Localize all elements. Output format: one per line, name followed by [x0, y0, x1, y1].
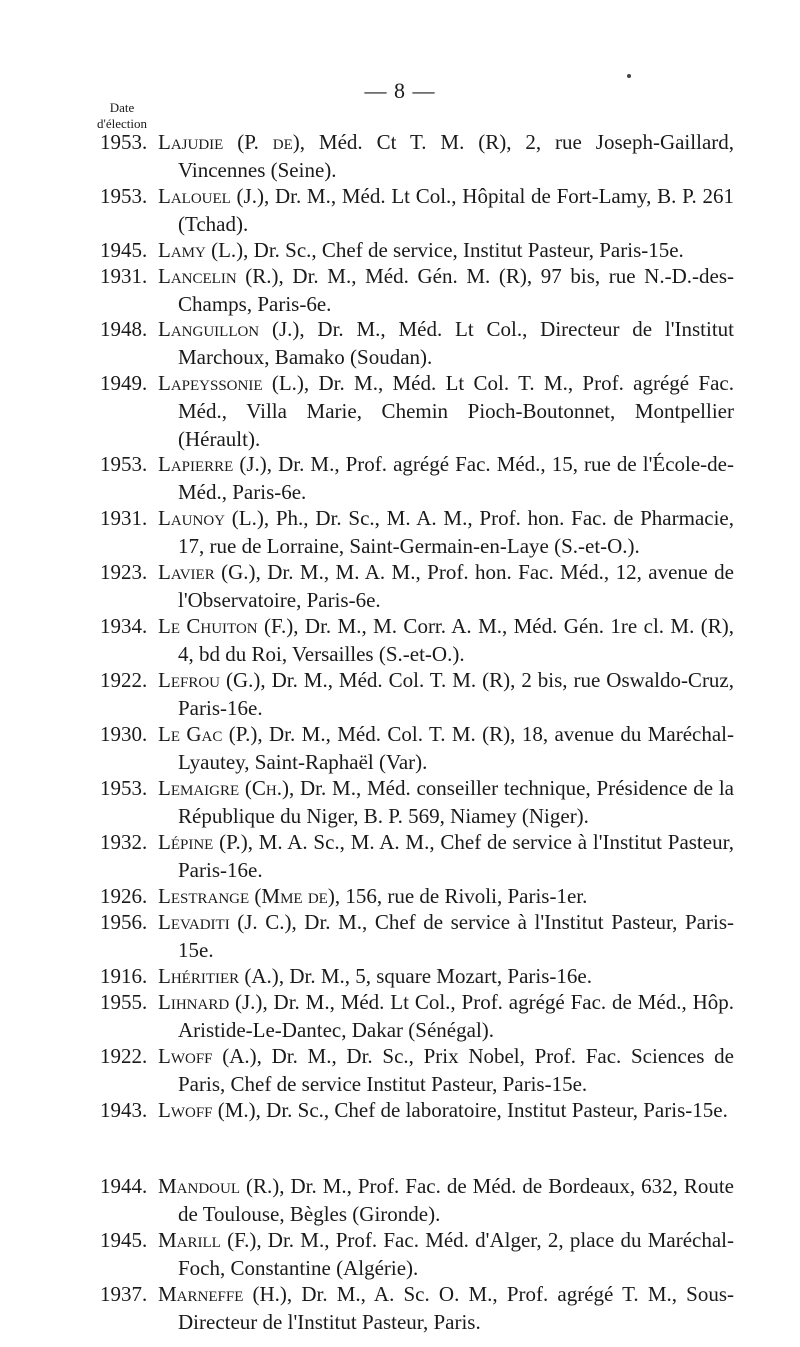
member-name: Le Gac (P.) — [158, 722, 258, 746]
election-year: 1945. — [100, 238, 148, 262]
member-details: , Dr. M., A. Sc. O. M., Prof. agrégé T. M., Sous-Directeur de l'Institut Pasteur, Paris. — [178, 1282, 734, 1334]
election-year: 1949. — [100, 371, 148, 395]
member-details: , 156, rue de Rivoli, Paris-1er. — [334, 884, 588, 908]
member-details: , Dr. M., Méd. Gén. M. (R), 97 bis, rue N.-D.-des-Champs, Paris-6e. — [178, 264, 734, 316]
member-name: Launoy (L.) — [158, 506, 264, 530]
election-year: 1956. — [100, 910, 148, 934]
page-number: — 8 — — [364, 78, 436, 103]
election-year: 1943. — [100, 1098, 148, 1122]
election-year: 1955. — [100, 990, 148, 1014]
election-year: 1916. — [100, 964, 148, 988]
printer-mark — [627, 74, 631, 78]
member-details: , Dr. M., Méd. Lt Col., Prof. agrégé Fac. de Méd., Hôp. Aristide-Le-Dantec, Dakar (Sénégal). — [178, 990, 734, 1042]
member-details: , M. A. Sc., M. A. M., Chef de service à l'Institut Pasteur, Paris-16e. — [178, 830, 734, 882]
member-name: Lestrange (Mme de) — [158, 884, 335, 908]
member-details: , Dr. M., Prof. agrégé Fac. Méd., 15, rue de l'École-de-Méd., Paris-6e. — [178, 452, 734, 504]
election-year: 1923. — [100, 560, 148, 584]
member-name: Lapeyssonie (L.) — [158, 371, 304, 395]
member-details: , Dr. M., Méd. Lt Col., Directeur de l'Institut Marchoux, Bamako (Soudan). — [178, 317, 734, 369]
member-name: Lancelin (R.) — [158, 264, 279, 288]
member-name: Lajudie (P. de) — [158, 130, 300, 154]
member-details: , Dr. M., Méd. Col. T. M. (R), 18, avenue du Maréchal-Lyautey, Saint-Raphaël (Var). — [178, 722, 734, 774]
member-details: , Dr. Sc., Chef de service, Institut Pasteur, Paris-15e. — [243, 238, 684, 262]
member-name: Marneffe (H.) — [158, 1282, 287, 1306]
member-name: Lwoff (A.) — [158, 1044, 257, 1068]
member-details: , Dr. M., Prof. Fac. Méd. d'Alger, 2, place du Maréchal-Foch, Constantine (Algérie). — [178, 1228, 734, 1280]
election-year: 1934. — [100, 614, 148, 638]
member-name: Lwoff (M.) — [158, 1098, 256, 1122]
member-name: Lépine (P.) — [158, 830, 248, 854]
member-name: Lapierre (J.) — [158, 452, 267, 476]
member-details: , Méd. Ct T. M. (R), 2, rue Joseph-Gaillard, Vincennes (Seine). — [178, 130, 735, 182]
election-year: 1931. — [100, 506, 148, 530]
member-details: , Dr. M., Dr. Sc., Prix Nobel, Prof. Fac. Sciences de Paris, Chef de service Institut Pasteur, Paris-15e. — [178, 1044, 735, 1096]
member-name: Languillon (J.) — [158, 317, 300, 341]
election-year: 1944. — [100, 1174, 148, 1198]
election-year: 1932. — [100, 830, 148, 854]
member-name: Lalouel (J.) — [158, 184, 264, 208]
member-details: , Dr. Sc., Chef de laboratoire, Institut Pasteur, Paris-15e. — [255, 1098, 728, 1122]
member-details: , Dr. M., M. A. M., Prof. hon. Fac. Méd., 12, avenue de l'Observatoire, Paris-6e. — [178, 560, 734, 612]
election-year: 1931. — [100, 264, 148, 288]
election-year: 1948. — [100, 317, 148, 341]
member-name: Le Chuiton (F.) — [158, 614, 294, 638]
election-year: 1937. — [100, 1282, 148, 1306]
date-column-label: Date d'élection — [97, 100, 147, 131]
election-year: 1926. — [100, 884, 148, 908]
election-year: 1922. — [100, 668, 148, 692]
election-year: 1945. — [100, 1228, 148, 1252]
election-year: 1953. — [100, 452, 148, 476]
member-details: , Dr. M., Méd. Lt Col. T. M., Prof. agrégé Fac. Méd., Villa Marie, Chemin Pioch-Boutonnet, Montpellier (Hérault). — [178, 371, 734, 451]
election-year: 1953. — [100, 184, 148, 208]
election-year: 1930. — [100, 722, 148, 746]
member-details: , Ph., Dr. Sc., M. A. M., Prof. hon. Fac. de Pharmacie, 17, rue de Lorraine, Saint-Germain-en-Laye (S.-et-O.). — [178, 506, 734, 558]
member-name: Mandoul (R.) — [158, 1174, 280, 1198]
member-name: Marill (F.) — [158, 1228, 257, 1252]
member-details: , Dr. M., Méd. Lt Col., Hôpital de Fort-Lamy, B. P. 261 (Tchad). — [178, 184, 734, 236]
member-name: Lemaigre (Ch.) — [158, 776, 289, 800]
member-name: Lavier (G.) — [158, 560, 256, 584]
member-name: Lamy (L.) — [158, 238, 244, 262]
election-year: 1953. — [100, 776, 148, 800]
member-details: , Dr. M., 5, square Mozart, Paris-16e. — [278, 964, 592, 988]
member-name: Lefrou (G.) — [158, 668, 261, 692]
member-details: , Dr. M., Prof. Fac. de Méd. de Bordeaux, 632, Route de Toulouse, Bègles (Gironde). — [178, 1174, 734, 1226]
member-details: , Dr. M., M. Corr. A. M., Méd. Gén. 1re cl. M. (R), 4, bd du Roi, Versailles (S.-et-O.). — [178, 614, 734, 666]
election-year: 1922. — [100, 1044, 148, 1068]
member-details: , Dr. M., Chef de service à l'Institut Pasteur, Paris-15e. — [178, 910, 734, 962]
member-details: , Dr. M., Méd. Col. T. M. (R), 2 bis, rue Oswaldo-Cruz, Paris-16e. — [178, 668, 735, 720]
member-details: , Dr. M., Méd. conseiller technique, Présidence de la République du Niger, B. P. 569, Niamey (Niger). — [178, 776, 734, 828]
member-name: Lihnard (J.) — [158, 990, 263, 1014]
member-name: Levaditi (J. C.) — [158, 910, 292, 934]
election-year: 1953. — [100, 130, 148, 154]
member-name: Lhéritier (A.) — [158, 964, 279, 988]
